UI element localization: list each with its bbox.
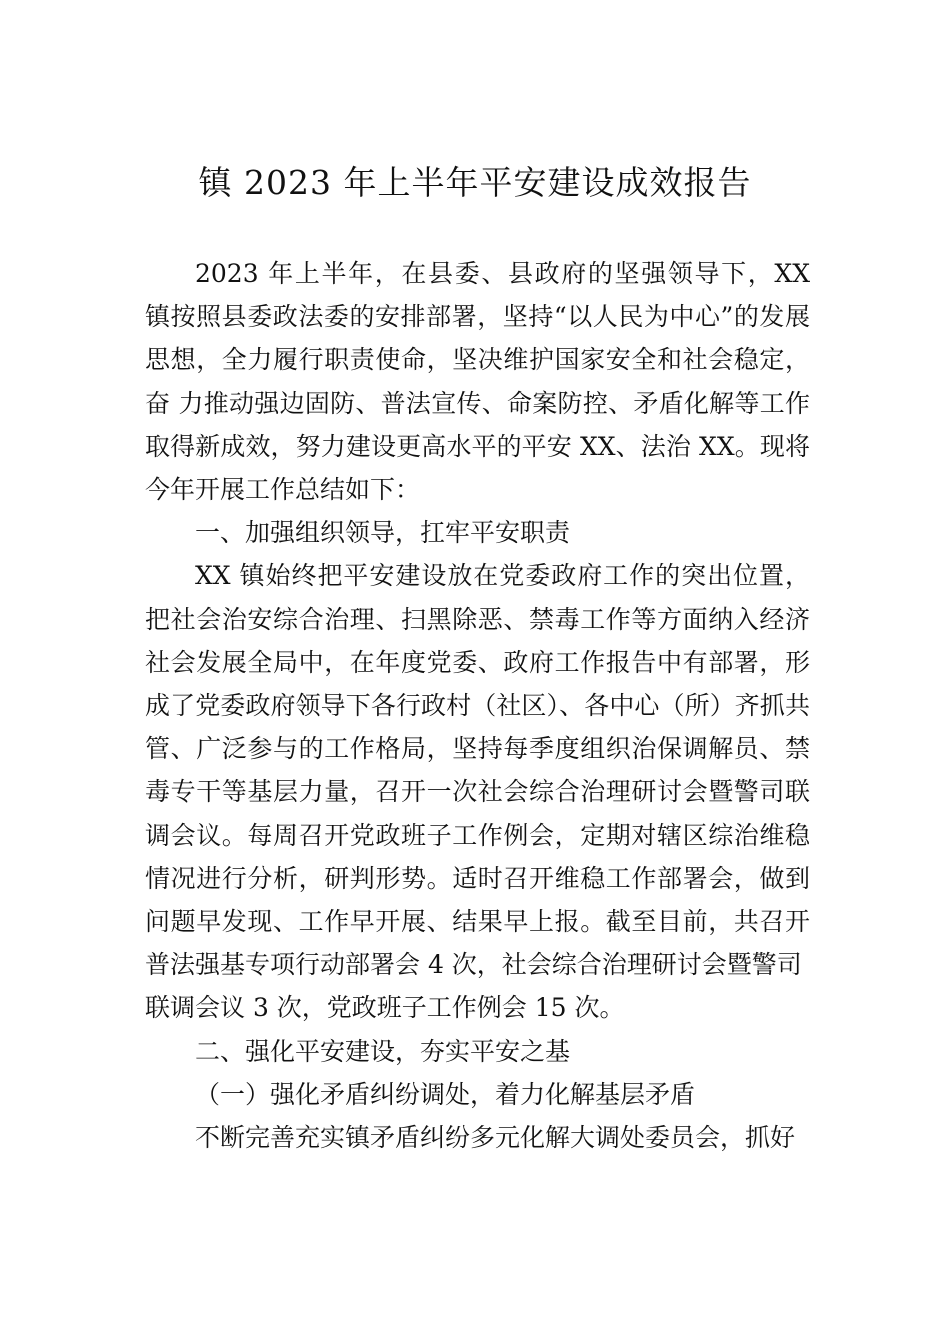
subsection-2-1-paragraph: 不断完善充实镇矛盾纠纷多元化解大调处委员会，抓好 (195, 1123, 796, 1153)
subsection-heading-2-1: （一）强化矛盾纠纷调处，着力化解基层矛盾 (195, 1079, 696, 1109)
section-1-continuation: 联调会议 3 次，党政班子工作例会 15 次。 (145, 993, 625, 1023)
document-title: 镇 2023 年上半年平安建设成效报告 (198, 163, 752, 202)
document-body (145, 252, 810, 1159)
section-heading-1: 一、加强组织领导，扛牢平安职责 (195, 518, 571, 548)
intro-paragraph: 2023 年上半年，在县委、县政府的坚强领导下，XX 镇按照县委政法委的安排部署，坚持“以人民为中心”的发展思想，全力履行职责使命，坚决维护国家安全和社会稳定，奋 力推动强边固防、普法宣传、命案防控、矛盾化解等工作取得新成效，努力建设更高水平的平安 XX、法治 XX。现将今年开展工作总结如下： (145, 259, 810, 505)
section-1-paragraph: XX 镇始终把平安建设放在党委政府工作的突出位置，把社会治安综合治理、扫黑除恶、禁毒工作等方面纳入经济社会发展全局中，在年度党委、政府工作报告中有部署，形成了党委政府领导下各行政村（社区）、各中心（所）齐抓共管、广泛参与的工作格局，坚持每季度组织治保调解员、禁毒专干等基层力量，召开一次社会综合治理研讨会暨警司联调会议。每周召开党政班子工作例会，定期对辖区综治维稳情况进行分析，研判形势。适时召开维稳工作部署会，做到问题早发现、工作早开展、结果早上报。截至目前，共召开普法强基专项行动部署会 4 次，社会综合治理研讨会暨警司 (145, 561, 810, 980)
section-heading-2: 二、强化平安建设，夯实平安之基 (195, 1036, 571, 1066)
